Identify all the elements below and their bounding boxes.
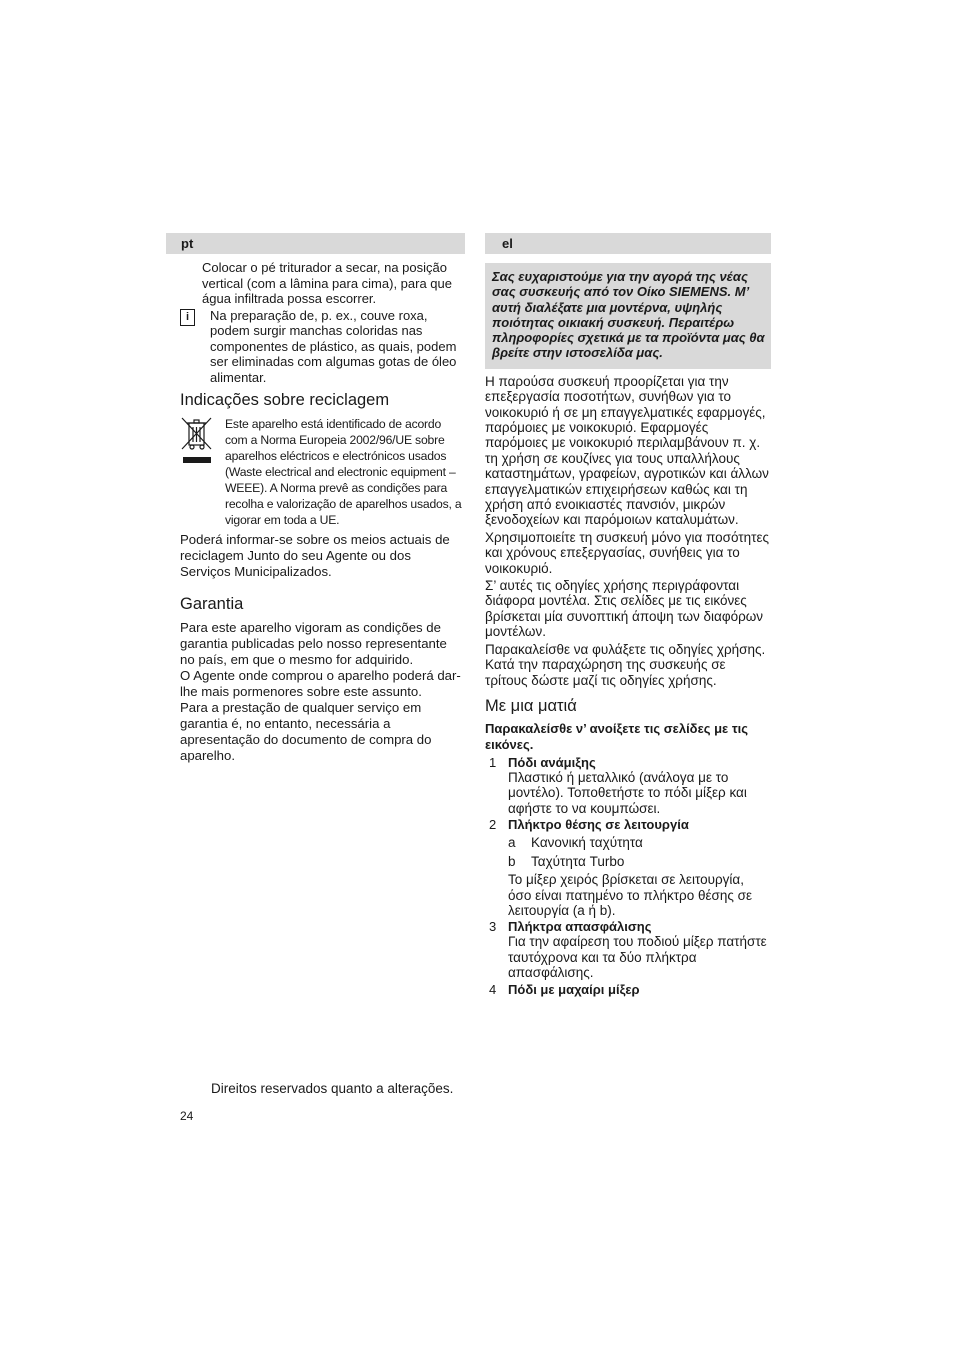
rights-reserved-note: Direitos reservados quanto a alterações.	[211, 1081, 454, 1096]
crossed-bin-icon	[180, 416, 214, 528]
drying-instruction: Colocar o pé triturador a secar, na posição vertical (com a lâmina para cima), para que água infiltrada possa escorrer.	[202, 260, 452, 306]
list-item	[485, 817, 771, 832]
info-note	[180, 308, 465, 386]
sub-item	[485, 854, 771, 870]
list-item-number: 2	[489, 817, 497, 833]
sub-item-letter: a	[508, 835, 516, 851]
language-header-pt: pt	[166, 233, 465, 254]
sub-item-text: Κανονική ταχύτητα	[531, 835, 643, 851]
column-pt	[180, 233, 465, 764]
list-item-title: Πόδι με μαχαίρι μίξερ	[508, 981, 640, 997]
list-item-title: Πόδι ανάμιξης	[508, 754, 596, 770]
list-item-body: Για την αφαίρεση του ποδιού μίξερ πατήστε ταυτόχρονα και τα δύο πλήκτρα απασφάλισης.	[508, 934, 767, 981]
info-note-text: Na preparação de, p. ex., couve roxa, podem surgir manchas coloridas nas componentes de plástico, as quais, podem ser eliminadas com algumas gotas de óleo alimentar.	[210, 307, 457, 385]
list-item	[485, 755, 771, 770]
recycling-heading: Indicações sobre reciclagem	[180, 391, 390, 409]
info-icon: i	[180, 309, 195, 326]
list-item-title: Πλήκτρα απασφάλισης	[508, 919, 652, 935]
list-item-number: 4	[489, 981, 497, 997]
sub-item-text: Ταχύτητα Turbo	[531, 854, 625, 870]
weee-note	[180, 416, 465, 528]
list-item-number: 1	[489, 754, 497, 770]
usage-para-3: Σ’ αυτές τις οδηγίες χρήσης περιγράφονται διάφορα μοντέλα. Στις σελίδες με τις εικόνες βρίσκεται μία συνοπτική άποψη των διαφόρων μοντέλων.	[485, 578, 764, 640]
language-header-el: el	[485, 233, 771, 254]
warranty-para-3: Para a prestação de qualquer serviço em garantia é, no entanto, necessária a apresentação do documento de compra do aparelho.	[180, 700, 432, 763]
recycling-info: Poderá informar-se sobre os meios actuais de reciclagem Junto do seu Agente ou dos Serviços Municipalizados.	[180, 532, 450, 579]
list-item-number: 3	[489, 919, 497, 935]
glance-lead: Παρακαλείσθε ν’ ανοίξετε τις σελίδες με τις εικόνες.	[485, 720, 749, 752]
sub-item	[485, 835, 771, 851]
warranty-para-2: O Agente onde comprou o aparelho poderá dar-lhe mais pormenores sobre este assunto.	[180, 668, 461, 699]
list-item	[485, 982, 771, 997]
warranty-para-1: Para este aparelho vigoram as condições de garantia publicadas pelo nosso representante no país, em que o mesmo for adquirido.	[180, 620, 447, 667]
list-item-body: Το μίξερ χειρός βρίσκεται σε λειτουργία, όσο είναι πατημένο το πλήκτρο θέσης σε λειτουργία (a ή b).	[508, 872, 752, 918]
list-item-title: Πλήκτρο θέσης σε λειτουργία	[508, 817, 689, 833]
list-item	[485, 919, 771, 934]
weee-note-text: Este aparelho está identificado de acordo com a Norma Europeia 2002/96/UE sobre aparelhos eléctricos e electrónicos usados (Waste electrical and electronic equipment – WEEE). A Norma prevê as condições para recolha e valorização de aparelhos usados, a vigorar em toda a UE.	[225, 417, 462, 527]
page-number: 24	[180, 1109, 194, 1123]
warranty-heading: Garantia	[180, 595, 244, 613]
column-el	[485, 233, 771, 997]
thank-you-box: Σας ευχαριστούμε για την αγορά της νέας σας συσκευής από τον Οίκο SIEMENS. Μ’ αυτή διαλέξατε μια μοντέρνα, υψηλής ποιότητας οικιακή συσκευή. Περαιτέρω πληροφορίες σχετικά με τα προϊόντα μας θα βρείτε στην ιστοσελίδα μας.	[485, 263, 771, 369]
glance-heading: Με μια ματιά	[485, 696, 577, 715]
usage-para-4: Παρακαλείσθε να φυλάξετε τις οδηγίες χρήσης. Κατά την παραχώρηση της συσκευής σε τρίτους δώστε μαζί τις οδηγίες χρήσης.	[485, 641, 766, 688]
list-item-body: Πλαστικό ή μεταλλικό (ανάλογα με το μοντέλο). Τοποθετήστε το πόδι μίξερ και αφήστε το να κουμπώσει.	[508, 769, 747, 816]
usage-para-1: Η παρούσα συσκευή προορίζεται για την επεξεργασία ποσοτήτων, συνήθων για το νοικοκυριό ή σε μη επαγγελματικές εφαρμογές, παρόμοιες με νοικοκυριό. Εφαρμογές παρόμοιες με νοικοκυριό περιλαμβάνουν π. χ. τη χρήση σε κουζίνες για τους υπαλλήλους καταστημάτων, γραφείων, αγροτικών και άλλων επαγγελματικών επιχειρήσεων καθώς και τη χρήση από ενοικιαστές πανσιόν, μικρών ξενοδοχείων και παρόμοιων καταλυμάτων.	[485, 373, 769, 528]
sub-item-letter: b	[508, 854, 516, 870]
usage-para-2: Χρησιμοποιείτε τη συσκευή μόνο για ποσότητες και χρόνους επεξεργασίας, συνήθεις για το νοικοκυριό.	[485, 529, 769, 576]
